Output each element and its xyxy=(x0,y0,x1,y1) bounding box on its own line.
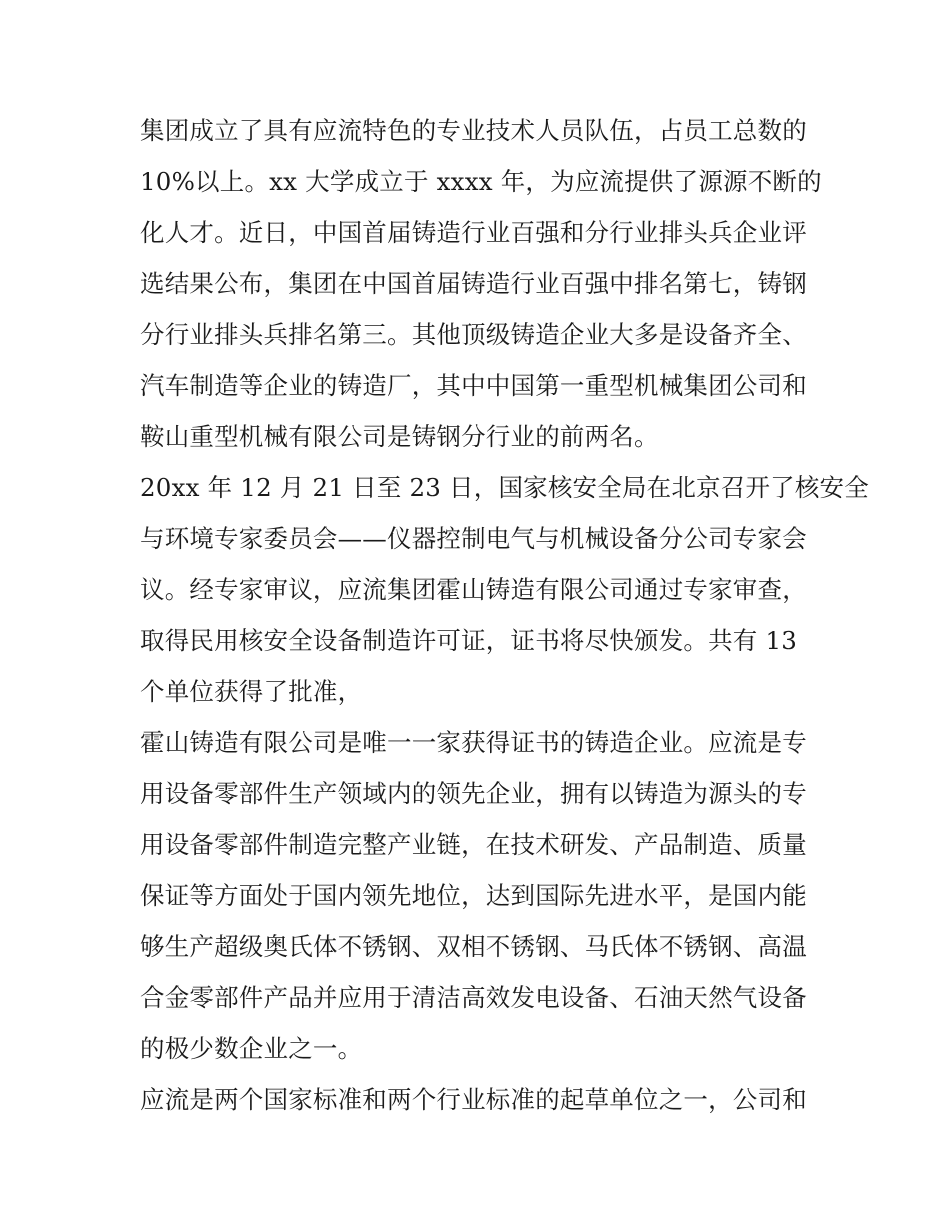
text-line: 鞍山重型机械有限公司是铸钢分行业的前两名。 xyxy=(140,422,659,451)
text-line: 用设备零部件生产领域内的领先企业，拥有以铸造为源头的专 xyxy=(140,779,807,808)
text-line: 集团成立了具有应流特色的专业技术人员队伍，占员工总数的 xyxy=(140,116,807,145)
text-line: 保证等方面处于国内领先地位，达到国际先进水平，是国内能 xyxy=(140,881,807,910)
text-line: 10%以上。xx 大学成立于 xxxx 年，为应流提供了源源不断的 xyxy=(140,167,822,196)
text-line: 20xx 年 12 月 21 日至 23 日，国家核安全局在北京召开了核安全 xyxy=(140,473,869,502)
text-line: 的极少数企业之一。 xyxy=(140,1034,363,1063)
text-line: 用设备零部件制造完整产业链，在技术研发、产品制造、质量 xyxy=(140,830,807,859)
text-line: 议。经专家审议，应流集团霍山铸造有限公司通过专家审查， xyxy=(140,575,807,604)
text-line: 合金零部件产品并应用于清洁高效发电设备、石油天然气设备 xyxy=(140,983,807,1012)
body-text xyxy=(140,105,869,1125)
text-line: 个单位获得了批准， xyxy=(140,677,363,706)
text-line: 够生产超级奥氏体不锈钢、双相不锈钢、马氏体不锈钢、高温 xyxy=(140,932,807,961)
text-line: 化人才。近日，中国首届铸造行业百强和分行业排头兵企业评 xyxy=(140,218,807,247)
text-line: 选结果公布，集团在中国首届铸造行业百强中排名第七，铸钢 xyxy=(140,269,807,298)
text-line: 汽车制造等企业的铸造厂，其中中国第一重型机械集团公司和 xyxy=(140,371,807,400)
text-line: 分行业排头兵排名第三。其他顶级铸造企业大多是设备齐全、 xyxy=(140,320,807,349)
text-line: 霍山铸造有限公司是唯一一家获得证书的铸造企业。应流是专 xyxy=(140,728,807,757)
text-line: 与环境专家委员会——仪器控制电气与机械设备分公司专家会 xyxy=(140,524,807,553)
text-line: 应流是两个国家标准和两个行业标准的起草单位之一，公司和 xyxy=(140,1085,807,1114)
text-line: 取得民用核安全设备制造许可证，证书将尽快颁发。共有 13 xyxy=(140,626,798,655)
